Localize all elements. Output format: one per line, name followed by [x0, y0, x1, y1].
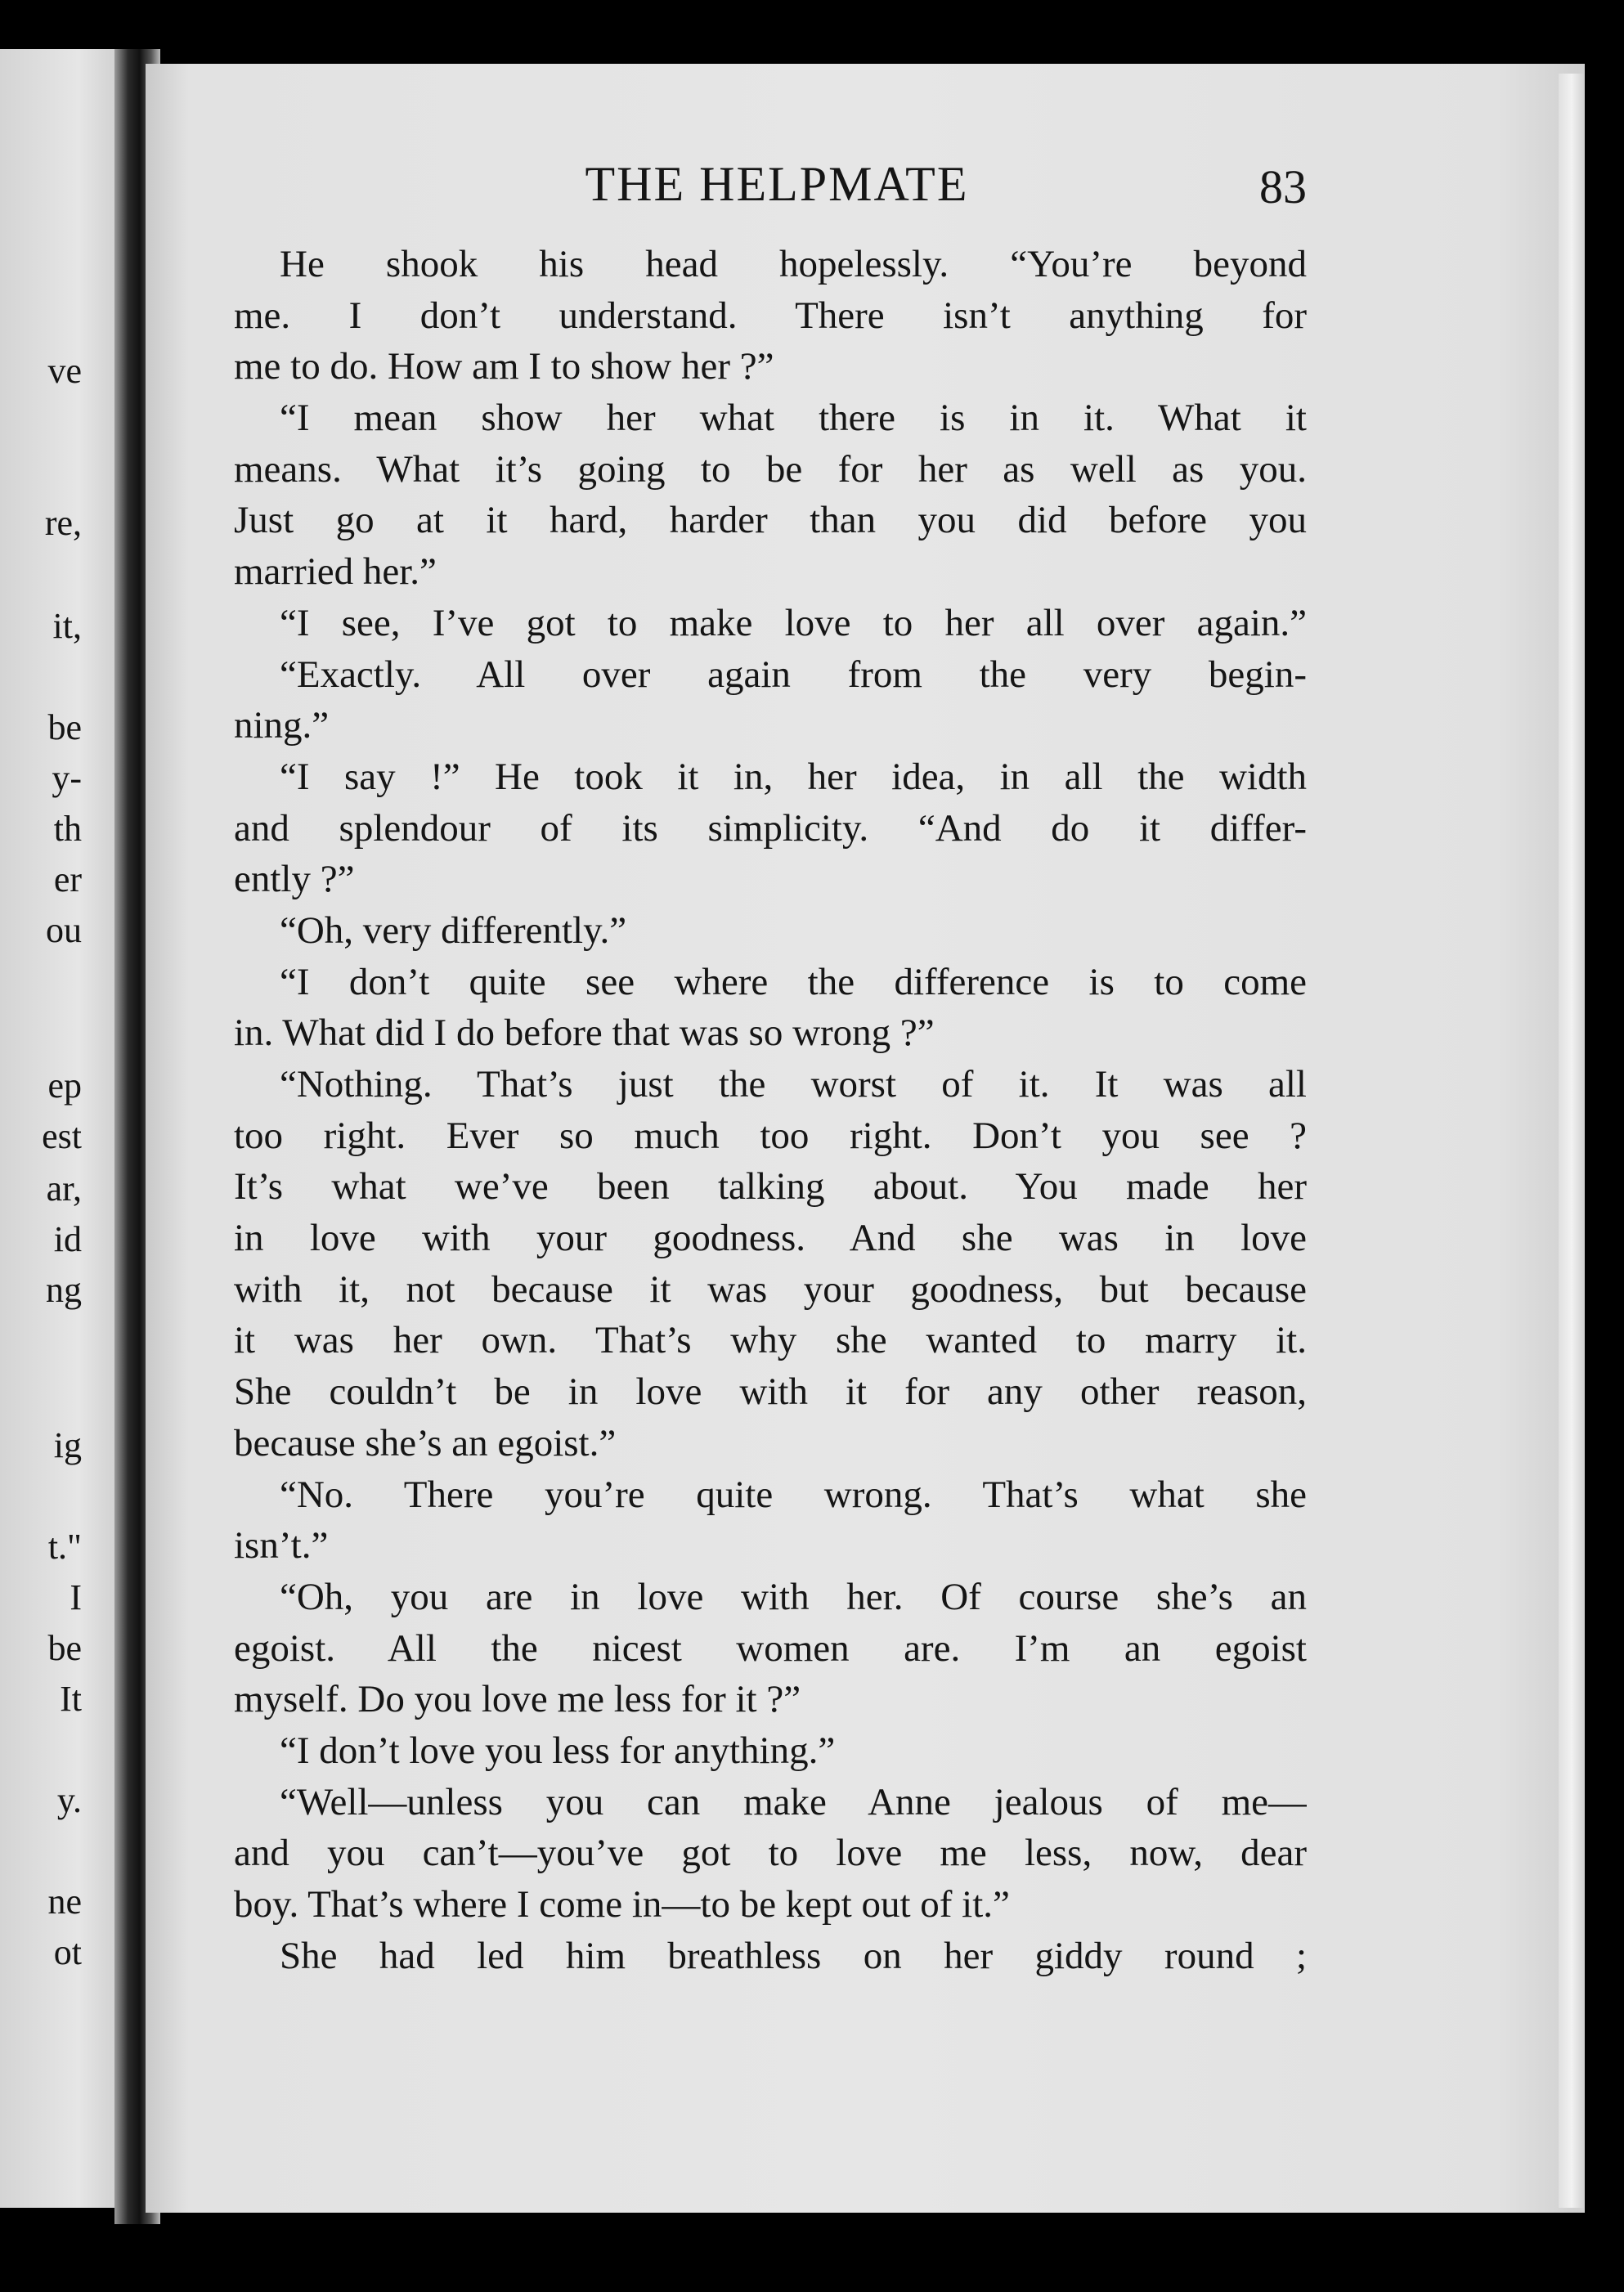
text-line: “I see, I’ve got to make love to her all over again.” [280, 601, 1307, 644]
text-line: and you can’t—you’ve got to love me less, now, dear [234, 1832, 1307, 1875]
text-line: it was her own. That’s why she wanted to marry it. [234, 1319, 1307, 1362]
text-line: because she’s an egoist.” [234, 1421, 617, 1464]
text-line: She couldn’t be in love with it for any other reason, [234, 1370, 1307, 1414]
margin-fragment: ep [47, 1065, 82, 1106]
text-line: “I don’t quite see where the difference is to come [280, 960, 1307, 1003]
text-line: “Nothing. That’s just the worst of it. It was all [280, 1063, 1307, 1106]
margin-fragment: ng [46, 1270, 82, 1310]
page-number: 83 [1259, 160, 1307, 213]
margin-fragment: ou [46, 910, 82, 950]
text-line: in love with your goodness. And she was in love [234, 1217, 1307, 1260]
text-line: “No. There you’re quite wrong. That’s what she [280, 1473, 1307, 1516]
margin-fragment: It [60, 1679, 82, 1719]
text-line: egoist. All the nicest women are. I’m an egoist [234, 1626, 1307, 1670]
margin-fragment: y- [52, 758, 82, 798]
margin-fragment: ve [47, 351, 82, 391]
text-line: It’s what we’ve been talking about. You made her [234, 1165, 1307, 1209]
margin-fragment: est [42, 1116, 82, 1156]
page-edge [1559, 74, 1585, 2208]
margin-fragment: ar, [46, 1168, 82, 1209]
text-line: “I mean show her what there is in it. What it [280, 397, 1307, 440]
text-line: “Well—unless you can make Anne jealous of me— [280, 1780, 1307, 1823]
margin-fragment: y. [56, 1780, 82, 1820]
text-line: “I don’t love you less for anything.” [280, 1729, 836, 1772]
text-line: Just go at it hard, harder than you did before you [234, 499, 1307, 542]
text-line: too right. Ever so much too right. Don’t you see ? [234, 1114, 1307, 1157]
margin-fragment: id [53, 1219, 82, 1259]
text-line: with it, not because it was your goodness, but because [234, 1267, 1307, 1311]
text-line: “I say !” He took it in, her idea, in all the width [280, 755, 1307, 798]
margin-fragment: er [53, 859, 82, 899]
text-line: and splendour of its simplicity. “And do it differ- [234, 806, 1307, 850]
margin-fragment: th [53, 809, 82, 849]
body-text [234, 239, 1307, 1981]
text-line: isn’t.” [234, 1524, 329, 1568]
text-line: means. What it’s going to be for her as well as you. [234, 447, 1307, 491]
left-page-edge [0, 49, 131, 2208]
margin-fragment: be [47, 1628, 82, 1668]
text-line: married her.” [234, 550, 437, 594]
margin-fragment: I [70, 1577, 82, 1617]
margin-fragment: ne [47, 1882, 82, 1922]
text-line: He shook his head hopelessly. “You’re beyond [280, 243, 1307, 285]
text-line: “Oh, very differently.” [280, 908, 627, 952]
text-line: boy. That’s where I come in—to be kept out of it.” [234, 1883, 1010, 1926]
text-line: ently ?” [234, 858, 355, 901]
text-line: myself. Do you love me less for it ?” [234, 1678, 801, 1721]
text-line: ning.” [234, 704, 330, 747]
text-line: me to do. How am I to show her ?” [234, 345, 774, 388]
margin-fragment: it, [52, 606, 82, 646]
text-line: “Exactly. All over again from the very begin- [280, 653, 1307, 696]
text-line: She had led him breathless on her giddy round ; [280, 1934, 1307, 1977]
text-line: “Oh, you are in love with her. Of course she’s an [280, 1575, 1307, 1618]
margin-fragment: ot [53, 1932, 82, 1972]
text-line: me. I don’t understand. There isn’t anything for [234, 294, 1307, 337]
margin-fragment: re, [44, 503, 82, 543]
margin-fragment: be [47, 707, 82, 747]
running-head: THE HELPMATE [585, 157, 969, 211]
text-line: in. What did I do before that was so wrong ?” [234, 1011, 935, 1055]
margin-fragment: t." [47, 1527, 82, 1567]
margin-fragment: ig [53, 1425, 82, 1465]
